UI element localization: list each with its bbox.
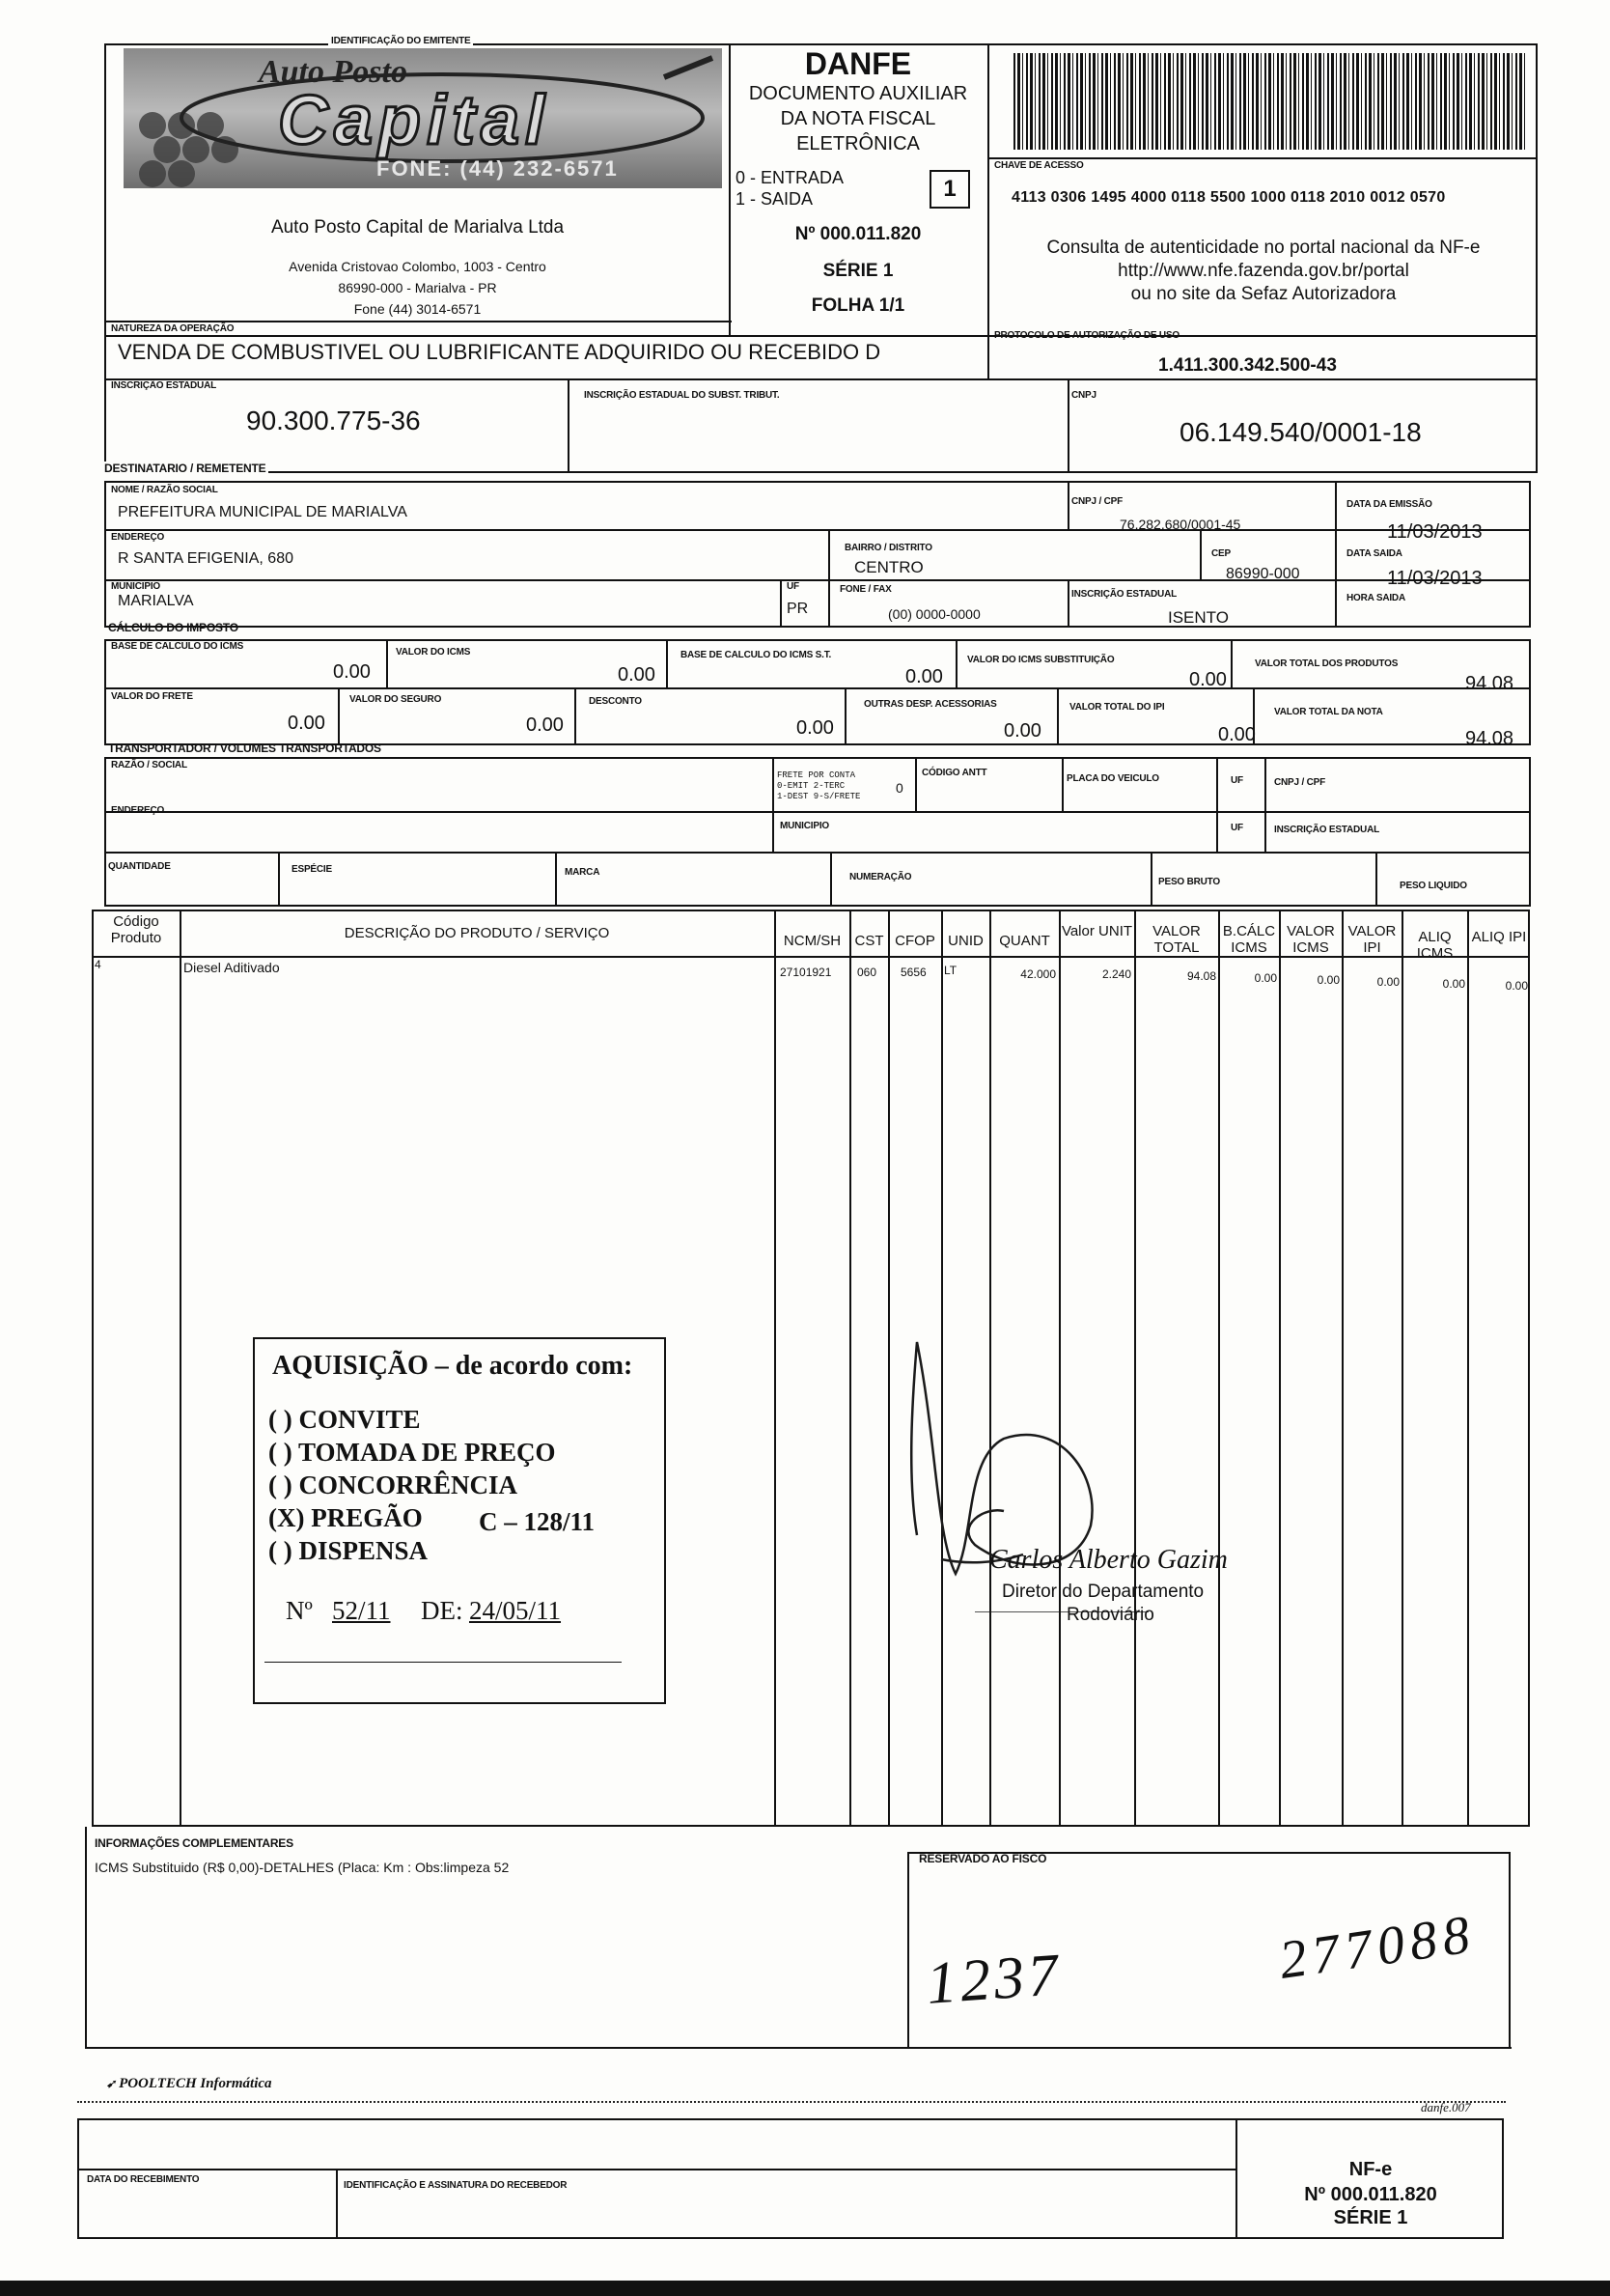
antt-label: CÓDIGO ANTT: [922, 768, 987, 778]
transportador-section-label: TRANSPORTADOR / VOLUMES TRANSPORTADOS: [108, 742, 381, 755]
frete-por-conta-2: 0-EMIT 2-TERC: [777, 781, 846, 791]
protocolo-label: PROTOCOLO DE AUTORIZAÇÃO DE USO: [994, 330, 1180, 341]
valor-icms-label: VALOR DO ICMS: [396, 647, 471, 658]
signature-role2: Rodoviário: [1067, 1605, 1154, 1625]
signature-name: Carlos Alberto Gazim: [989, 1545, 1228, 1575]
protocolo-value: 1.411.300.342.500-43: [1158, 355, 1337, 376]
desconto-value: 0.00: [796, 717, 834, 739]
col-header-aicms: ALIQ ICMS: [1416, 929, 1454, 962]
logo-text-main: Capital: [278, 82, 551, 159]
danfe-subtitle3: ELETRÔNICA: [796, 133, 920, 154]
dest-cnpj: 76.282.680/0001-45: [1120, 517, 1241, 532]
stamp-num-label: Nº: [286, 1596, 313, 1625]
cell-vunit: 2.240: [1101, 967, 1131, 981]
col-header-vipi: VALOR IPI: [1347, 923, 1397, 956]
danfe-folha: FOLHA 1/1: [811, 295, 905, 316]
destinatario-section-label: DESTINATARIO / REMETENTE: [104, 462, 268, 475]
dest-nome-label: NOME / RAZÃO SOCIAL: [111, 485, 218, 495]
receb-ident-label: IDENTIFICAÇÃO E ASSINATURA DO RECEBEDOR: [344, 2180, 568, 2191]
dest-saida-label: DATA SAIDA: [1346, 548, 1402, 559]
dest-ie: ISENTO: [1168, 608, 1229, 627]
cell-ncm: 27101921: [780, 966, 832, 979]
dest-endereco: R SANTA EFIGENIA, 680: [118, 550, 293, 567]
footer-numero: Nº 000.011.820: [1304, 2184, 1437, 2205]
valor-icms: 0.00: [618, 664, 655, 686]
info-text: ICMS Substituido (R$ 0,00)-DETALHES (Placa: Km : Obs:limpeza 52: [95, 1860, 510, 1875]
seguro-value: 0.00: [526, 714, 564, 736]
cell-aipi: 0.00: [1505, 979, 1528, 993]
dest-bairro: CENTRO: [854, 558, 924, 576]
dest-nome: PREFEITURA MUNICIPAL DE MARIALVA: [118, 504, 407, 520]
stamp-de-label: DE:: [421, 1596, 463, 1625]
dest-bairro-label: BAIRRO / DISTRITO: [845, 543, 932, 553]
signature-role1: Diretor do Departamento: [1002, 1582, 1205, 1602]
natureza-label: NATUREZA DA OPERAÇÃO: [111, 323, 235, 334]
dest-emissao: 11/03/2013: [1387, 521, 1483, 543]
dest-emissao-label: DATA DA EMISSÃO: [1346, 499, 1432, 510]
cell-quant: 42.000: [1020, 967, 1056, 981]
imposto-section-label: CÁLCULO DO IMPOSTO: [108, 621, 238, 634]
destinatario-frame: [104, 481, 1531, 628]
transp-uf2-label: UF: [1231, 823, 1243, 833]
cell-vipi: 0.00: [1376, 975, 1400, 989]
transp-razao-label: RAZÃO / SOCIAL: [111, 760, 187, 770]
cell-vtotal: 94.08: [1186, 969, 1216, 983]
cell-aicms: 0.00: [1442, 977, 1465, 991]
danfe-saida: 1 - SAIDA: [736, 189, 814, 209]
cnpj-value: 06.149.540/0001-18: [1180, 417, 1422, 447]
transp-cnpj-label: CNPJ / CPF: [1274, 777, 1326, 788]
col-header-vicms: VALOR ICMS: [1287, 923, 1335, 956]
pooltech-icon: ➹: [106, 2077, 120, 2090]
dest-cnpj-label: CNPJ / CPF: [1071, 496, 1124, 507]
outras-label: OUTRAS DESP. ACESSORIAS: [864, 699, 997, 710]
footer-nfe: NF-e: [1348, 2159, 1393, 2180]
transp-ie-label: INSCRIÇÃO ESTADUAL: [1274, 825, 1379, 835]
qtd-label: QUANTIDADE: [108, 861, 171, 872]
chave-value: 4113 0306 1495 4000 0118 5500 1000 0118 2010 0012 0570: [1012, 189, 1446, 206]
stamp-de-value: 24/05/11: [469, 1596, 562, 1625]
cell-unid: LT: [944, 964, 958, 977]
cell-bcicms: 0.00: [1254, 971, 1277, 985]
emitente-address1: Avenida Cristovao Colombo, 1003 - Centro: [289, 259, 546, 274]
outras-value: 0.00: [1004, 720, 1041, 742]
dest-endereco-label: ENDEREÇO: [111, 532, 165, 543]
base-st: 0.00: [905, 666, 943, 687]
numeracao-label: NUMERAÇÃO: [849, 872, 912, 882]
total-nota-label: VALOR TOTAL DA NOTA: [1274, 707, 1383, 717]
stamp-convite: ( ) CONVITE: [268, 1405, 421, 1434]
ie-st-label: INSCRIÇÃO ESTADUAL DO SUBST. TRIBUT.: [584, 390, 780, 401]
especie-label: ESPÉCIE: [291, 864, 332, 875]
stamp-num-value: 52/11: [332, 1596, 391, 1625]
stamp-pregao: (X) PREGÃO: [268, 1503, 423, 1532]
danfe-subtitle2: DA NOTA FISCAL: [780, 108, 936, 129]
peso-bruto-label: PESO BRUTO: [1158, 877, 1220, 887]
footer-serie: SÉRIE 1: [1333, 2207, 1408, 2228]
stamp-tomada: ( ) TOMADA DE PREÇO: [268, 1438, 556, 1467]
natureza-value: VENDA DE COMBUSTIVEL OU LUBRIFICANTE ADQUIRIDO OU RECEBIDO D: [118, 340, 881, 364]
barcode: [1013, 53, 1525, 150]
info-label: INFORMAÇÕES COMPLEMENTARES: [95, 1836, 293, 1850]
frete-por-conta-3: 1-DEST 9-S/FRETE: [777, 792, 861, 801]
col-header-codigo: Código Produto: [110, 913, 162, 946]
col-header-ncm: NCM/SH: [783, 933, 842, 949]
desconto-label: DESCONTO: [589, 696, 642, 707]
total-nota: 94.08: [1465, 728, 1514, 749]
marca-label: MARCA: [565, 867, 600, 878]
transp-uf-label: UF: [1231, 775, 1243, 786]
base-icms-label: BASE DE CALCULO DO ICMS: [111, 641, 244, 652]
stamp-concorrencia: ( ) CONCORRÊNCIA: [268, 1470, 517, 1499]
dest-fone-label: FONE / FAX: [840, 584, 892, 595]
dest-fone: (00) 0000-0000: [888, 606, 981, 622]
frete-value: 0.00: [288, 713, 325, 734]
ie-value: 90.300.775-36: [246, 406, 421, 435]
stamp-dispensa: ( ) DISPENSA: [268, 1536, 429, 1565]
consulta-line1: Consulta de autenticidade no portal nacional da NF-e: [1046, 238, 1481, 258]
ipi-value: 0.00: [1218, 724, 1256, 745]
chave-label: CHAVE DE ACESSO: [994, 160, 1084, 171]
footer-brand-text: POOLTECH Informática: [119, 2076, 272, 2091]
fisco-handwriting-1: 1237: [924, 1942, 1065, 2017]
cell-vicms: 0.00: [1317, 973, 1340, 987]
col-header-quant: QUANT: [999, 933, 1050, 949]
col-header-vunit: Valor UNIT: [1061, 923, 1133, 939]
col-header-descricao: DESCRIÇÃO DO PRODUTO / SERVIÇO: [344, 925, 610, 941]
dest-uf-label: UF: [787, 581, 799, 592]
logo-text-top: Auto Posto: [259, 54, 407, 90]
dest-cep-label: CEP: [1211, 548, 1231, 559]
fisco-label: RESERVADO AO FISCO: [919, 1852, 1047, 1865]
consulta-line3: ou no site da Sefaz Autorizadora: [1130, 284, 1397, 304]
col-header-cfop: CFOP: [895, 933, 935, 949]
col-header-bcicms: B.CÁLC ICMS: [1222, 923, 1276, 956]
col-header-unid: UNID: [948, 933, 984, 949]
dest-municipio: MARIALVA: [118, 593, 194, 609]
scan-bottom-border: [0, 2281, 1610, 2296]
emitente-name: Auto Posto Capital de Marialva Ltda: [270, 217, 565, 238]
dest-uf: PR: [787, 601, 809, 617]
fisco-handwriting-2: 277088: [1275, 1904, 1480, 1991]
stamp-pregao-ref: C – 128/11: [479, 1507, 596, 1536]
danfe-subtitle1: DOCUMENTO AUXILIAR: [748, 83, 968, 104]
base-icms: 0.00: [333, 661, 371, 683]
col-header-cst: CST: [854, 933, 884, 949]
total-prod-label: VALOR TOTAL DOS PRODUTOS: [1255, 658, 1399, 669]
danfe-serie: SÉRIE 1: [822, 261, 894, 281]
valor-st: 0.00: [1189, 669, 1227, 690]
col-header-aipi: ALIQ IPI: [1471, 929, 1527, 945]
transp-municipio-label: MUNICIPIO: [780, 821, 829, 831]
footer-brand: [106, 2076, 272, 2092]
cell-cfop: 5656: [901, 966, 927, 979]
logo-phone: FONE: (44) 232-6571: [376, 156, 619, 181]
dest-hora-label: HORA SAIDA: [1346, 593, 1405, 603]
company-logo: [124, 48, 722, 188]
cell-descricao: Diesel Aditivado: [183, 960, 280, 975]
cut-line: [77, 2101, 1506, 2103]
emitente-address2: 86990-000 - Marialva - PR: [338, 280, 497, 295]
ipi-label: VALOR TOTAL DO IPI: [1069, 702, 1165, 713]
transp-endereco-label: ENDEREÇO: [111, 805, 165, 816]
peso-liquido-label: PESO LIQUIDO: [1400, 881, 1467, 891]
stamp-title: AQUISIÇÃO – de acordo com:: [272, 1351, 633, 1381]
consulta-line2: http://www.nfe.fazenda.gov.br/portal: [1118, 261, 1409, 281]
danfe-entrada: 0 - ENTRADA: [736, 168, 845, 187]
col-header-vtotal: VALOR TOTAL: [1152, 923, 1201, 956]
cell-cst: 060: [857, 966, 877, 979]
placa-label: PLACA DO VEICULO: [1067, 773, 1159, 784]
cnpj-label: CNPJ: [1071, 390, 1096, 401]
danfe-title: DANFE: [804, 46, 912, 81]
receb-date-label: DATA DO RECEBIMENTO: [87, 2174, 200, 2185]
emitente-phone: Fone (44) 3014-6571: [353, 301, 482, 317]
base-st-label: BASE DE CALCULO DO ICMS S.T.: [680, 650, 832, 660]
total-prod: 94.08: [1465, 673, 1514, 694]
frete-label: VALOR DO FRETE: [111, 691, 193, 702]
valor-st-label: VALOR DO ICMS SUBSTITUIÇÃO: [967, 655, 1115, 665]
dest-ie-label: INSCRIÇÃO ESTADUAL: [1071, 589, 1177, 600]
ie-label: INSCRIÇÃO ESTADUAL: [111, 380, 216, 391]
acquisition-stamp: [253, 1337, 666, 1704]
dest-municipio-label: MUNICIPIO: [111, 581, 160, 592]
footer-ref: danfe.007: [1421, 2100, 1471, 2114]
danfe-tipo-box: 1: [930, 170, 970, 209]
dest-saida: 11/03/2013: [1387, 568, 1483, 589]
danfe-numero: Nº 000.011.820: [794, 224, 922, 244]
cell-codigo: 4: [95, 958, 101, 971]
dest-cep: 86990-000: [1226, 566, 1300, 582]
frete-por-conta-1: FRETE POR CONTA: [777, 770, 856, 780]
frete-por-conta-value: 0: [896, 780, 903, 796]
emitente-section-label: IDENTIFICAÇÃO DO EMITENTE: [328, 36, 473, 46]
seguro-label: VALOR DO SEGURO: [349, 694, 442, 705]
